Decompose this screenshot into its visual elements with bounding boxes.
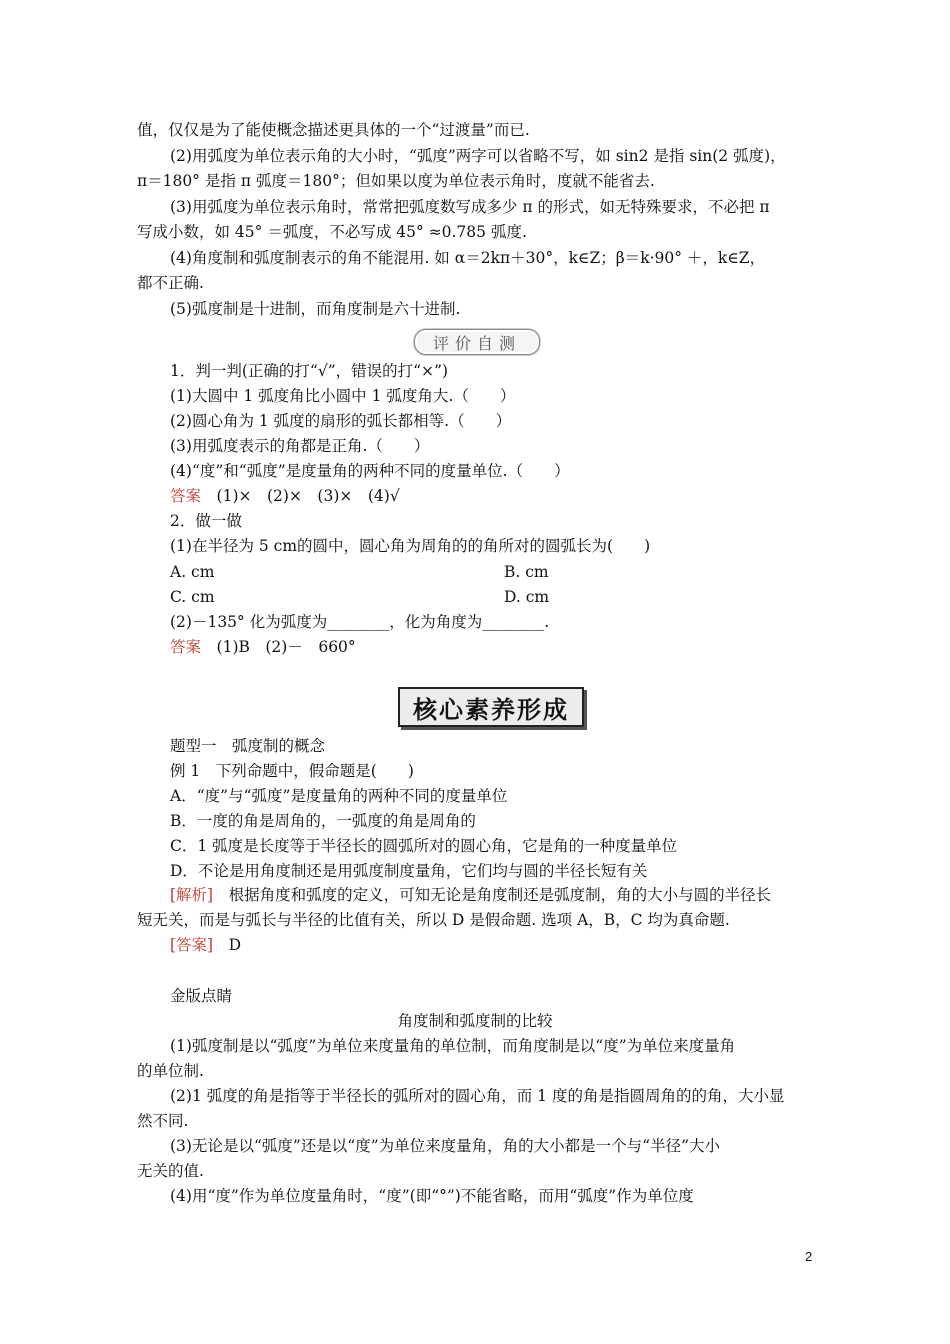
answer-text: D <box>213 936 242 954</box>
text-line: (4)用“度”作为单位度量角时，“度”(即“°”)不能省略，而用“弧度”作为单位度 <box>170 1187 694 1205</box>
text-line: 值，仅仅是为了能使概念描述更具体的一个“过渡量”而已. <box>137 121 530 139</box>
tips-heading: 金版点睛 <box>170 987 233 1005</box>
answer-label: 答案 <box>170 487 202 505</box>
text-line: (2)1 弧度的角是指等于半径长的弧所对的圆心角，而 1 度的角是指圆周角的的角，大小显 <box>170 1087 785 1105</box>
text-line: 写成小数，如 45° ＝弧度，不必写成 45° ≈0.785 弧度. <box>137 223 527 241</box>
question-item: (1)大圆中 1 弧度角比小圆中 1 弧度角大.（ ） <box>170 387 516 405</box>
question-item: (4)“度”和“弧度”是度量角的两种不同的度量单位.（ ） <box>170 462 570 480</box>
question-item: (2)圆心角为 1 弧度的扇形的弧长都相等.（ ） <box>170 412 512 430</box>
core-literacy-banner: 核心素养形成 <box>398 687 584 727</box>
choice-item: D．不论是用角度制还是用弧度制度量角，它们均与圆的半径长短有关 <box>170 862 648 880</box>
option-d: D. cm <box>504 588 550 606</box>
section-title: 题型一 弧度制的概念 <box>170 737 326 755</box>
question-title: 2．做一做 <box>170 512 242 530</box>
question-item: (1)在半径为 5 cm的圆中，圆心角为周角的的角所对的圆弧长为( ) <box>170 537 651 555</box>
text-line: 然不同. <box>137 1112 189 1130</box>
text-line: 的单位制. <box>137 1062 204 1080</box>
choice-item: C．1 弧度是长度等于半径长的圆弧所对的圆心角，它是角的一种度量单位 <box>170 837 678 855</box>
text-line: π＝180° 是指 π 弧度＝180°；但如果以度为单位表示角时，度就不能省去. <box>137 172 655 190</box>
analysis-text: 根据角度和弧度的定义，可知无论是角度制还是弧度制，角的大小与圆的半径长 <box>213 886 772 904</box>
analysis-label: [解析] <box>170 886 214 904</box>
answer-line <box>170 935 860 955</box>
question-item: (2)－135° 化为弧度为________，化为角度为________. <box>170 613 550 631</box>
text-line: (3)无论是以“弧度”还是以“度”为单位来度量角，角的大小都是一个与“半径”大小 <box>170 1137 721 1155</box>
answer-text: (1)B (2)－ 660° <box>216 638 356 656</box>
answer-line <box>170 637 860 657</box>
option-c: C. cm <box>170 588 215 606</box>
self-test-banner: 评价自测 <box>414 329 540 355</box>
tips-subtitle: 角度制和弧度制的比较 <box>397 1012 553 1030</box>
answer-text: (1)× (2)× (3)× (4)√ <box>216 487 400 505</box>
option-a: A. cm <box>170 563 215 581</box>
text-line: (5)弧度制是十进制，而角度制是六十进制. <box>170 300 461 318</box>
choice-item: A．“度”与“弧度”是度量角的两种不同的度量单位 <box>170 787 508 805</box>
text-line: 都不正确. <box>137 274 204 292</box>
analysis-line: 短无关，而是与弧长与半径的比值有关，所以 D 是假命题. 选项 A，B，C 均为真命题. <box>137 911 730 929</box>
page-number: 2 <box>805 1249 813 1264</box>
example-stem: 例 1 下列命题中，假命题是( ) <box>170 762 414 780</box>
option-b: B. cm <box>504 563 549 581</box>
analysis-line <box>170 885 860 905</box>
question-item: (3)用弧度表示的角都是正角.（ ） <box>170 437 430 455</box>
text-line: (4)角度制和弧度制表示的角不能混用. 如 α＝2kπ＋30°，k∈Z；β＝k·90° ＋，k∈Z， <box>170 249 766 267</box>
text-line: (3)用弧度为单位表示角时，常常把弧度数写成多少 π 的形式，如无特殊要求，不必把 π <box>170 198 770 216</box>
answer-label: [答案] <box>170 936 214 954</box>
choice-item: B．一度的角是周角的，一弧度的角是周角的 <box>170 812 476 830</box>
answer-line <box>170 486 860 506</box>
text-line: (2)用弧度为单位表示角的大小时，“弧度”两字可以省略不写，如 sin2 是指 sin(2 弧度)， <box>170 147 786 165</box>
text-line: (1)弧度制是以“弧度”为单位来度量角的单位制，而角度制是以“度”为单位来度量角 <box>170 1037 736 1055</box>
question-title: 1．判一判(正确的打“√”，错误的打“×”) <box>170 362 449 380</box>
text-line: 无关的值. <box>137 1162 204 1180</box>
answer-label: 答案 <box>170 638 202 656</box>
